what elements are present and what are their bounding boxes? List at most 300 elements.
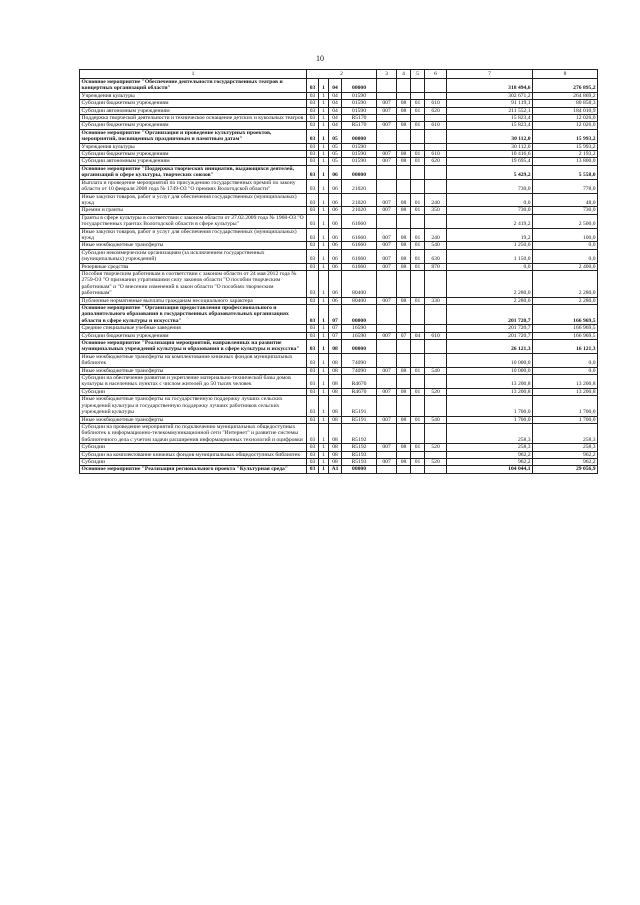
subsection-cell: [411, 325, 425, 332]
code-direction-cell: 61660: [342, 214, 377, 228]
amount-year2-cell: 184 010,9: [533, 107, 598, 114]
amount-year1-cell: 258,3: [447, 444, 533, 451]
amount-year1-cell: 730,0: [447, 207, 533, 214]
expense-type-cell: 620: [425, 158, 447, 165]
header-cell-3: 3: [377, 70, 397, 79]
amount-year2-cell: 258,3: [533, 444, 598, 451]
section-cell: [397, 92, 411, 99]
code-direction-cell: R5170: [342, 115, 377, 122]
description-cell: Субсидии на обеспечение развития и укрепление материально-технической базы домов культуры в населенных пунктах с числом жителей до 50 тысяч человек: [80, 375, 307, 389]
code-direction-cell: 61660: [342, 242, 377, 249]
subsection-cell: 01: [411, 444, 425, 451]
code-program-cell: 03: [307, 270, 319, 297]
table-row: [80, 122, 598, 129]
amount-year1-cell: 962,2: [447, 458, 533, 465]
table-row: [80, 179, 598, 193]
amount-year1-cell: 15 823,4: [447, 115, 533, 122]
subsection-cell: [411, 92, 425, 99]
code-subprogram-cell: 1: [319, 151, 329, 158]
amount-year1-cell: 13 200,8: [447, 388, 533, 395]
ministry-code-cell: [377, 375, 397, 389]
ministry-code-cell: 007: [377, 297, 397, 304]
amount-year1-cell: 13 200,8: [447, 375, 533, 389]
description-cell: Учреждения культуры: [80, 92, 307, 99]
section-cell: 08: [397, 416, 411, 423]
subsection-cell: [411, 375, 425, 389]
table-row: [80, 143, 598, 150]
code-direction-cell: 21020: [342, 207, 377, 214]
ministry-code-cell: [377, 466, 397, 473]
ministry-code-cell: [377, 214, 397, 228]
subsection-cell: [411, 179, 425, 193]
subsection-cell: 01: [411, 207, 425, 214]
code-event-cell: 06: [329, 165, 342, 179]
expense-type-cell: 870: [425, 263, 447, 270]
code-program-cell: 03: [307, 297, 319, 304]
code-event-cell: 06: [329, 228, 342, 242]
table-row: [80, 100, 598, 107]
code-direction-cell: R5192: [342, 444, 377, 451]
section-cell: [397, 423, 411, 443]
subsection-cell: [411, 214, 425, 228]
code-program-cell: 03: [307, 179, 319, 193]
code-program-cell: 03: [307, 165, 319, 179]
subsection-cell: [411, 165, 425, 179]
amount-year1-cell: 1 150,0: [447, 249, 533, 263]
amount-year2-cell: 2 400,0: [533, 263, 598, 270]
amount-year2-cell: 778,0: [533, 179, 598, 193]
amount-year1-cell: 10 000,0: [447, 353, 533, 367]
code-event-cell: 08: [329, 353, 342, 367]
header-cell-1: 1: [80, 70, 307, 79]
code-event-cell: 08: [329, 396, 342, 416]
expense-type-cell: 520: [425, 388, 447, 395]
ministry-code-cell: [377, 305, 397, 325]
amount-year2-cell: 166 969,5: [533, 325, 598, 332]
section-cell: [397, 375, 411, 389]
code-program-cell: 03: [307, 423, 319, 443]
amount-year2-cell: 2 280,0: [533, 297, 598, 304]
section-cell: 07: [397, 332, 411, 339]
budget-table-container: [79, 69, 597, 474]
ministry-code-cell: [377, 165, 397, 179]
table-row: [80, 193, 598, 207]
subsection-cell: 01: [411, 151, 425, 158]
code-subprogram-cell: 1: [319, 100, 329, 107]
ministry-code-cell: 007: [377, 228, 397, 242]
header-cell-5: 5: [411, 70, 425, 79]
subsection-cell: 01: [411, 122, 425, 129]
code-program-cell: 03: [307, 107, 319, 114]
code-direction-cell: R5191: [342, 416, 377, 423]
table-row: [80, 325, 598, 332]
code-direction-cell: 00000: [342, 340, 377, 354]
section-cell: 08: [397, 151, 411, 158]
code-subprogram-cell: 1: [319, 79, 329, 93]
code-program-cell: 03: [307, 249, 319, 263]
code-event-cell: 06: [329, 179, 342, 193]
code-event-cell: 08: [329, 367, 342, 374]
expense-type-cell: [425, 325, 447, 332]
ministry-code-cell: 007: [377, 332, 397, 339]
code-event-cell: 08: [329, 416, 342, 423]
ministry-code-cell: [377, 92, 397, 99]
subsection-cell: 01: [411, 100, 425, 107]
section-cell: [397, 325, 411, 332]
amount-year1-cell: 10 000,0: [447, 367, 533, 374]
amount-year1-cell: 0,0: [447, 263, 533, 270]
code-subprogram-cell: 1: [319, 242, 329, 249]
code-program-cell: 03: [307, 151, 319, 158]
expense-type-cell: [425, 179, 447, 193]
code-program-cell: 03: [307, 158, 319, 165]
amount-year1-cell: 30 112,0: [447, 143, 533, 150]
section-cell: [397, 270, 411, 297]
amount-year1-cell: 15 823,4: [447, 122, 533, 129]
amount-year1-cell: 302 671,2: [447, 92, 533, 99]
section-cell: 08: [397, 158, 411, 165]
table-row: [80, 158, 598, 165]
code-event-cell: 06: [329, 214, 342, 228]
description-cell: Основное мероприятие "Реализация мероприятий, направленных на развитие муниципальных учреждений культуры и образования в сфере культуры и искусства": [80, 340, 307, 354]
amount-year1-cell: 962,2: [447, 451, 533, 458]
description-cell: Гранты в сфере культуры в соответствии с законом области от 27.02.2009 года № 1968-ОЗ "О государственных грантах Вологодской области в сфере культуры": [80, 214, 307, 228]
section-cell: [397, 165, 411, 179]
code-program-cell: 03: [307, 458, 319, 465]
table-row: [80, 228, 598, 242]
expense-type-cell: 520: [425, 444, 447, 451]
code-direction-cell: 00000: [342, 79, 377, 93]
section-cell: 08: [397, 107, 411, 114]
amount-year1-cell: 26 121,3: [447, 340, 533, 354]
code-subprogram-cell: 1: [319, 297, 329, 304]
amount-year2-cell: 29 056,9: [533, 466, 598, 473]
subsection-cell: [411, 115, 425, 122]
table-body: [80, 70, 598, 474]
code-subprogram-cell: 1: [319, 388, 329, 395]
subsection-cell: 01: [411, 158, 425, 165]
ministry-code-cell: 007: [377, 193, 397, 207]
section-cell: [397, 396, 411, 416]
code-event-cell: 08: [329, 444, 342, 451]
ministry-code-cell: 007: [377, 100, 397, 107]
expense-type-cell: [425, 214, 447, 228]
code-event-cell: 04: [329, 92, 342, 99]
code-event-cell: 05: [329, 158, 342, 165]
code-direction-cell: 00000: [342, 305, 377, 325]
description-cell: Субсидии на комплектование книжных фондов муниципальных общедоступных библиотек: [80, 451, 307, 458]
ministry-code-cell: [377, 115, 397, 122]
description-cell: Премии и гранты: [80, 207, 307, 214]
code-direction-cell: 21020: [342, 179, 377, 193]
amount-year2-cell: 166 969,5: [533, 305, 598, 325]
amount-year2-cell: 15 993,2: [533, 129, 598, 143]
code-subprogram-cell: 1: [319, 207, 329, 214]
code-direction-cell: 01590: [342, 92, 377, 99]
subsection-cell: 01: [411, 388, 425, 395]
amount-year2-cell: 48,0: [533, 193, 598, 207]
code-direction-cell: R5191: [342, 396, 377, 416]
subsection-cell: 01: [411, 367, 425, 374]
ministry-code-cell: [377, 143, 397, 150]
subsection-cell: [411, 466, 425, 473]
expense-type-cell: 540: [425, 416, 447, 423]
amount-year1-cell: 91 119,1: [447, 100, 533, 107]
expense-type-cell: 330: [425, 297, 447, 304]
section-cell: [397, 340, 411, 354]
ministry-code-cell: [377, 179, 397, 193]
subsection-cell: 01: [411, 228, 425, 242]
amount-year1-cell: 1 250,0: [447, 242, 533, 249]
subsection-cell: [411, 305, 425, 325]
code-event-cell: 05: [329, 129, 342, 143]
code-program-cell: 03: [307, 263, 319, 270]
description-cell: Иные закупки товаров, работ и услуг для обеспечения государственных (муниципальных) нужд: [80, 228, 307, 242]
description-cell: Выплата и проведение мероприятий по присуждению государственных премий по закону области от 10 февраля 2008 года № 1749-ОЗ "О премиях Вологодской области": [80, 179, 307, 193]
amount-year1-cell: 201 720,7: [447, 305, 533, 325]
subsection-cell: [411, 270, 425, 297]
code-subprogram-cell: 1: [319, 332, 329, 339]
amount-year2-cell: 13 800,0: [533, 158, 598, 165]
code-event-cell: 06: [329, 270, 342, 297]
section-cell: 08: [397, 263, 411, 270]
table-row: [80, 79, 598, 93]
description-cell: Учреждения культуры: [80, 143, 307, 150]
amount-year2-cell: 166 969,5: [533, 332, 598, 339]
table-row: [80, 353, 598, 367]
ministry-code-cell: [377, 353, 397, 367]
section-cell: [397, 79, 411, 93]
code-subprogram-cell: 1: [319, 122, 329, 129]
code-subprogram-cell: 1: [319, 423, 329, 443]
code-subprogram-cell: 1: [319, 129, 329, 143]
subsection-cell: [411, 143, 425, 150]
code-subprogram-cell: 1: [319, 458, 329, 465]
code-event-cell: A1: [329, 466, 342, 473]
code-event-cell: 06: [329, 207, 342, 214]
amount-year2-cell: 16 121,3: [533, 340, 598, 354]
section-cell: 08: [397, 228, 411, 242]
code-event-cell: 05: [329, 151, 342, 158]
expense-type-cell: 350: [425, 207, 447, 214]
amount-year2-cell: 264 869,2: [533, 92, 598, 99]
code-direction-cell: 01590: [342, 143, 377, 150]
amount-year1-cell: 5 429,2: [447, 165, 533, 179]
subsection-cell: [411, 340, 425, 354]
amount-year1-cell: 19 695,4: [447, 158, 533, 165]
code-event-cell: 04: [329, 115, 342, 122]
code-program-cell: 03: [307, 242, 319, 249]
expense-type-cell: 240: [425, 193, 447, 207]
header-cell-7: 7: [447, 70, 533, 79]
ministry-code-cell: [377, 451, 397, 458]
table-row: [80, 444, 598, 451]
code-event-cell: 06: [329, 297, 342, 304]
code-direction-cell: 61660: [342, 249, 377, 263]
code-direction-cell: 16590: [342, 325, 377, 332]
description-cell: Субсидии бюджетным учреждениям: [80, 122, 307, 129]
expense-type-cell: 620: [425, 107, 447, 114]
ministry-code-cell: 007: [377, 242, 397, 249]
description-cell: Поддержка творческой деятельности и техническое оснащение детских и кукольных театров: [80, 115, 307, 122]
subsection-cell: [411, 423, 425, 443]
subsection-cell: [411, 396, 425, 416]
code-direction-cell: 21020: [342, 193, 377, 207]
amount-year1-cell: 30 112,0: [447, 129, 533, 143]
code-subprogram-cell: 1: [319, 214, 329, 228]
code-subprogram-cell: 1: [319, 179, 329, 193]
code-subprogram-cell: 1: [319, 143, 329, 150]
code-event-cell: 08: [329, 375, 342, 389]
code-subprogram-cell: 1: [319, 92, 329, 99]
subsection-cell: 01: [411, 297, 425, 304]
code-program-cell: 03: [307, 367, 319, 374]
code-program-cell: 03: [307, 396, 319, 416]
ministry-code-cell: 007: [377, 107, 397, 114]
code-subprogram-cell: 1: [319, 249, 329, 263]
amount-year1-cell: 2 419,2: [447, 214, 533, 228]
expense-type-cell: [425, 129, 447, 143]
ministry-code-cell: [377, 423, 397, 443]
description-cell: Субсидии бюджетным учреждениям: [80, 332, 307, 339]
description-cell: Субсидии автономным учреждениям: [80, 107, 307, 114]
table-row: [80, 107, 598, 114]
table-row: [80, 242, 598, 249]
description-cell: Субсидии на проведение мероприятий по подключению муниципальных общедоступных библиотек к информационно-телекоммуникационной сети "Интернет" и развитие системы библиотечного дела с учетом задачи расширения информационных технологий и оцифровки: [80, 423, 307, 443]
code-program-cell: 03: [307, 122, 319, 129]
table-row: [80, 458, 598, 465]
code-program-cell: 03: [307, 353, 319, 367]
table-row: [80, 332, 598, 339]
code-subprogram-cell: 1: [319, 263, 329, 270]
code-program-cell: 03: [307, 375, 319, 389]
code-event-cell: 08: [329, 340, 342, 354]
table-row: [80, 396, 598, 416]
code-event-cell: 04: [329, 79, 342, 93]
code-event-cell: 06: [329, 263, 342, 270]
description-cell: Субсидии бюджетным учреждениям: [80, 100, 307, 107]
code-event-cell: 08: [329, 423, 342, 443]
amount-year1-cell: 211 552,1: [447, 107, 533, 114]
description-cell: Субсидии некоммерческим организациям (за исключением государственных (муниципальных) учреждений): [80, 249, 307, 263]
description-cell: Средние специальные учебные заведения: [80, 325, 307, 332]
table-row: [80, 305, 598, 325]
table-row: [80, 214, 598, 228]
code-subprogram-cell: 1: [319, 451, 329, 458]
code-event-cell: 08: [329, 451, 342, 458]
expense-type-cell: 520: [425, 458, 447, 465]
code-program-cell: 03: [307, 388, 319, 395]
expense-type-cell: 610: [425, 151, 447, 158]
section-cell: 08: [397, 100, 411, 107]
expense-type-cell: [425, 396, 447, 416]
expense-type-cell: [425, 165, 447, 179]
expense-type-cell: 610: [425, 332, 447, 339]
header-cell-4: 4: [397, 70, 411, 79]
code-direction-cell: R5192: [342, 423, 377, 443]
code-subprogram-cell: 1: [319, 193, 329, 207]
amount-year1-cell: 2 280,0: [447, 270, 533, 297]
expense-type-cell: [425, 466, 447, 473]
amount-year1-cell: 0,0: [447, 193, 533, 207]
code-program-cell: 03: [307, 325, 319, 332]
amount-year1-cell: 201 720,7: [447, 325, 533, 332]
expense-type-cell: 540: [425, 242, 447, 249]
expense-type-cell: 610: [425, 100, 447, 107]
amount-year2-cell: 0,0: [533, 367, 598, 374]
amount-year2-cell: 100,0: [533, 228, 598, 242]
code-subprogram-cell: 1: [319, 107, 329, 114]
amount-year1-cell: 1 700,0: [447, 396, 533, 416]
description-cell: Основное мероприятие "Реализация регионального проекта "Культурная среда": [80, 466, 307, 473]
description-cell: Иные межбюджетные трансферты на государственную поддержку лучших сельских учреждений культуры и государственную поддержку лучших работников сельских учреждений культуры: [80, 396, 307, 416]
code-direction-cell: 61660: [342, 228, 377, 242]
amount-year1-cell: 1 700,0: [447, 416, 533, 423]
ministry-code-cell: 007: [377, 249, 397, 263]
section-cell: 08: [397, 367, 411, 374]
amount-year1-cell: 201 720,7: [447, 332, 533, 339]
amount-year1-cell: 318 494,6: [447, 79, 533, 93]
description-cell: Резервные средства: [80, 263, 307, 270]
expense-type-cell: [425, 305, 447, 325]
code-direction-cell: R5193: [342, 458, 377, 465]
amount-year2-cell: 1 700,0: [533, 416, 598, 423]
code-subprogram-cell: 1: [319, 325, 329, 332]
subsection-cell: [411, 451, 425, 458]
description-cell: Субсидии автономным учреждениям: [80, 158, 307, 165]
table-row: [80, 297, 598, 304]
code-program-cell: 03: [307, 207, 319, 214]
code-program-cell: 03: [307, 332, 319, 339]
expense-type-cell: [425, 143, 447, 150]
code-subprogram-cell: 1: [319, 353, 329, 367]
description-cell: Основное мероприятие "Обеспечение деятельности государственных театров и концертных организаций области": [80, 79, 307, 93]
amount-year2-cell: 2 280,0: [533, 270, 598, 297]
code-program-cell: 03: [307, 92, 319, 99]
page-number: 10: [316, 54, 324, 63]
section-cell: 08: [397, 249, 411, 263]
amount-year1-cell: 2 280,0: [447, 297, 533, 304]
table-row: [80, 207, 598, 214]
table-row: [80, 151, 598, 158]
code-program-cell: 03: [307, 416, 319, 423]
table-row: [80, 388, 598, 395]
code-direction-cell: 00000: [342, 466, 377, 473]
ministry-code-cell: [377, 325, 397, 332]
amount-year1-cell: 730,0: [447, 179, 533, 193]
code-subprogram-cell: 1: [319, 305, 329, 325]
table-row: [80, 451, 598, 458]
section-cell: 08: [397, 122, 411, 129]
code-program-cell: 03: [307, 100, 319, 107]
code-direction-cell: 01590: [342, 107, 377, 114]
code-program-cell: 03: [307, 451, 319, 458]
code-event-cell: 07: [329, 332, 342, 339]
code-event-cell: 06: [329, 193, 342, 207]
section-cell: [397, 129, 411, 143]
amount-year2-cell: 276 895,2: [533, 79, 598, 93]
code-event-cell: 08: [329, 458, 342, 465]
description-cell: Иные межбюджетные трансферты: [80, 416, 307, 423]
code-direction-cell: 74090: [342, 353, 377, 367]
amount-year2-cell: 13 200,8: [533, 388, 598, 395]
code-direction-cell: 01590: [342, 158, 377, 165]
ministry-code-cell: 007: [377, 458, 397, 465]
section-cell: [397, 466, 411, 473]
code-subprogram-cell: 1: [319, 115, 329, 122]
table-row: [80, 466, 598, 473]
code-direction-cell: 00000: [342, 165, 377, 179]
